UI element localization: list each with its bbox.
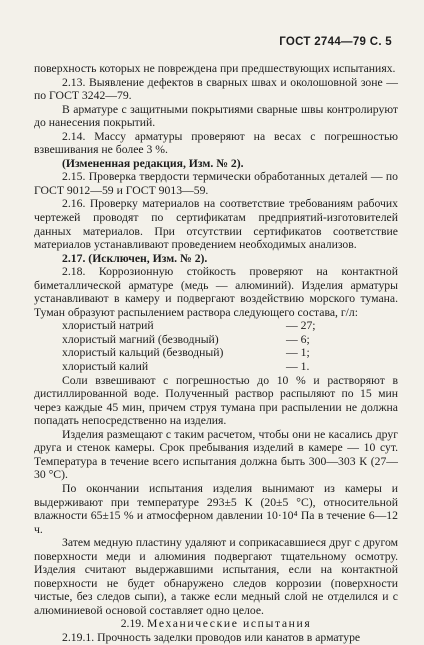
amendment-note: (Измененная редакция, Изм. № 2). bbox=[62, 156, 244, 170]
paragraph: 2.14. Массу арматуры проверяют на весах с погрешностью взвешивания не более 3 %. bbox=[34, 129, 398, 157]
composition-name: хлористый натрий bbox=[62, 319, 154, 333]
paragraph: 2.15. Проверка твердости термически обработанных деталей — по ГОСТ 9012—59 и ГОСТ 9013—59. bbox=[34, 170, 398, 197]
composition-value: — 6; bbox=[286, 332, 310, 346]
composition-name: хлористый калий bbox=[62, 360, 149, 374]
paragraph: 2.16. Проверку материалов на соответствие требованиям рабочих чертежей проводят по сертификатам предприятий-изготовителей данных материалов. При отсутствии сертификатов соответствие материалов устанавливают проведением необходимых анализов. bbox=[34, 197, 398, 252]
paragraph: Соли взвешивают с погрешностью до 10 % и растворяют в дистиллированной воде. Полученный раствор распыляют по 15 мин через каждые 45 мин, причем струя тумана при распылении не должна попадать непосредственно на изделия. bbox=[34, 373, 398, 428]
section-title: Механические испытания bbox=[146, 617, 312, 631]
paragraph: 2.18. Коррозионную стойкость проверяют на контактной биметаллической арматуре (медь — алюминий). Изделия арматуры устанавливают в камеру и подвергают воздействию морского тумана. Туман образуют распылением раствора следующего состава, г/л: bbox=[34, 265, 398, 319]
composition-value: — 1; bbox=[286, 346, 310, 360]
composition-list bbox=[34, 319, 398, 373]
section-heading bbox=[34, 617, 398, 631]
composition-row bbox=[34, 319, 398, 333]
composition-row bbox=[34, 360, 398, 374]
paragraph: 2.19.1. Прочность заделки проводов или канатов в арматуре bbox=[62, 630, 361, 644]
amendment-note: 2.17. (Исключен, Изм. № 2). bbox=[62, 251, 208, 265]
paragraph: Изделия размещают с таким расчетом, чтобы они не касались друг друга и стенок камеры. Срок пребывания изделий в камере — 10 сут. Температура в течение всего испытания должна быть 300—303 К (27—30 °С). bbox=[34, 427, 398, 482]
composition-name: хлористый магний (безводный) bbox=[62, 332, 219, 346]
composition-value: — 27; bbox=[286, 319, 316, 333]
document-body bbox=[34, 62, 398, 645]
composition-name: хлористый кальций (безводный) bbox=[62, 346, 224, 360]
paragraph: Затем медную пластину удаляют и соприкасавшиеся друг с другом поверхности меди и алюминия подвергают тщательному осмотру. Изделия считают выдержавшими испытания, если на контактной поверхности не будет обнаружено следов коррозии (поверхности чистые, без следов сыпи), а также если медный слой не отделился и с алюминиевой основой составляет одно целое. bbox=[34, 536, 398, 617]
composition-row bbox=[34, 346, 398, 360]
page-header: ГОСТ 2744—79 С. 5 bbox=[279, 36, 392, 48]
composition-value: — 1. bbox=[286, 360, 310, 374]
paragraph: поверхность которых не повреждена при предшествующих испытаниях. bbox=[34, 62, 396, 75]
paragraph: В арматуре с защитными покрытиями сварные швы контролируют до нанесения покрытий. bbox=[34, 102, 398, 130]
paragraph: 2.13. Выявление дефектов в сварных швах и околошовной зоне — по ГОСТ 3242—79. bbox=[34, 75, 398, 103]
composition-row bbox=[34, 333, 398, 347]
paragraph: По окончании испытания изделия вынимают из камеры и выдерживают при температуре 293±5 К (20±5 °С), относительной влажности 65±15 % и атмосферном давлении 10·10⁴ Па в течение 6—12 ч. bbox=[34, 481, 398, 536]
section-number: 2.19. bbox=[120, 617, 145, 631]
